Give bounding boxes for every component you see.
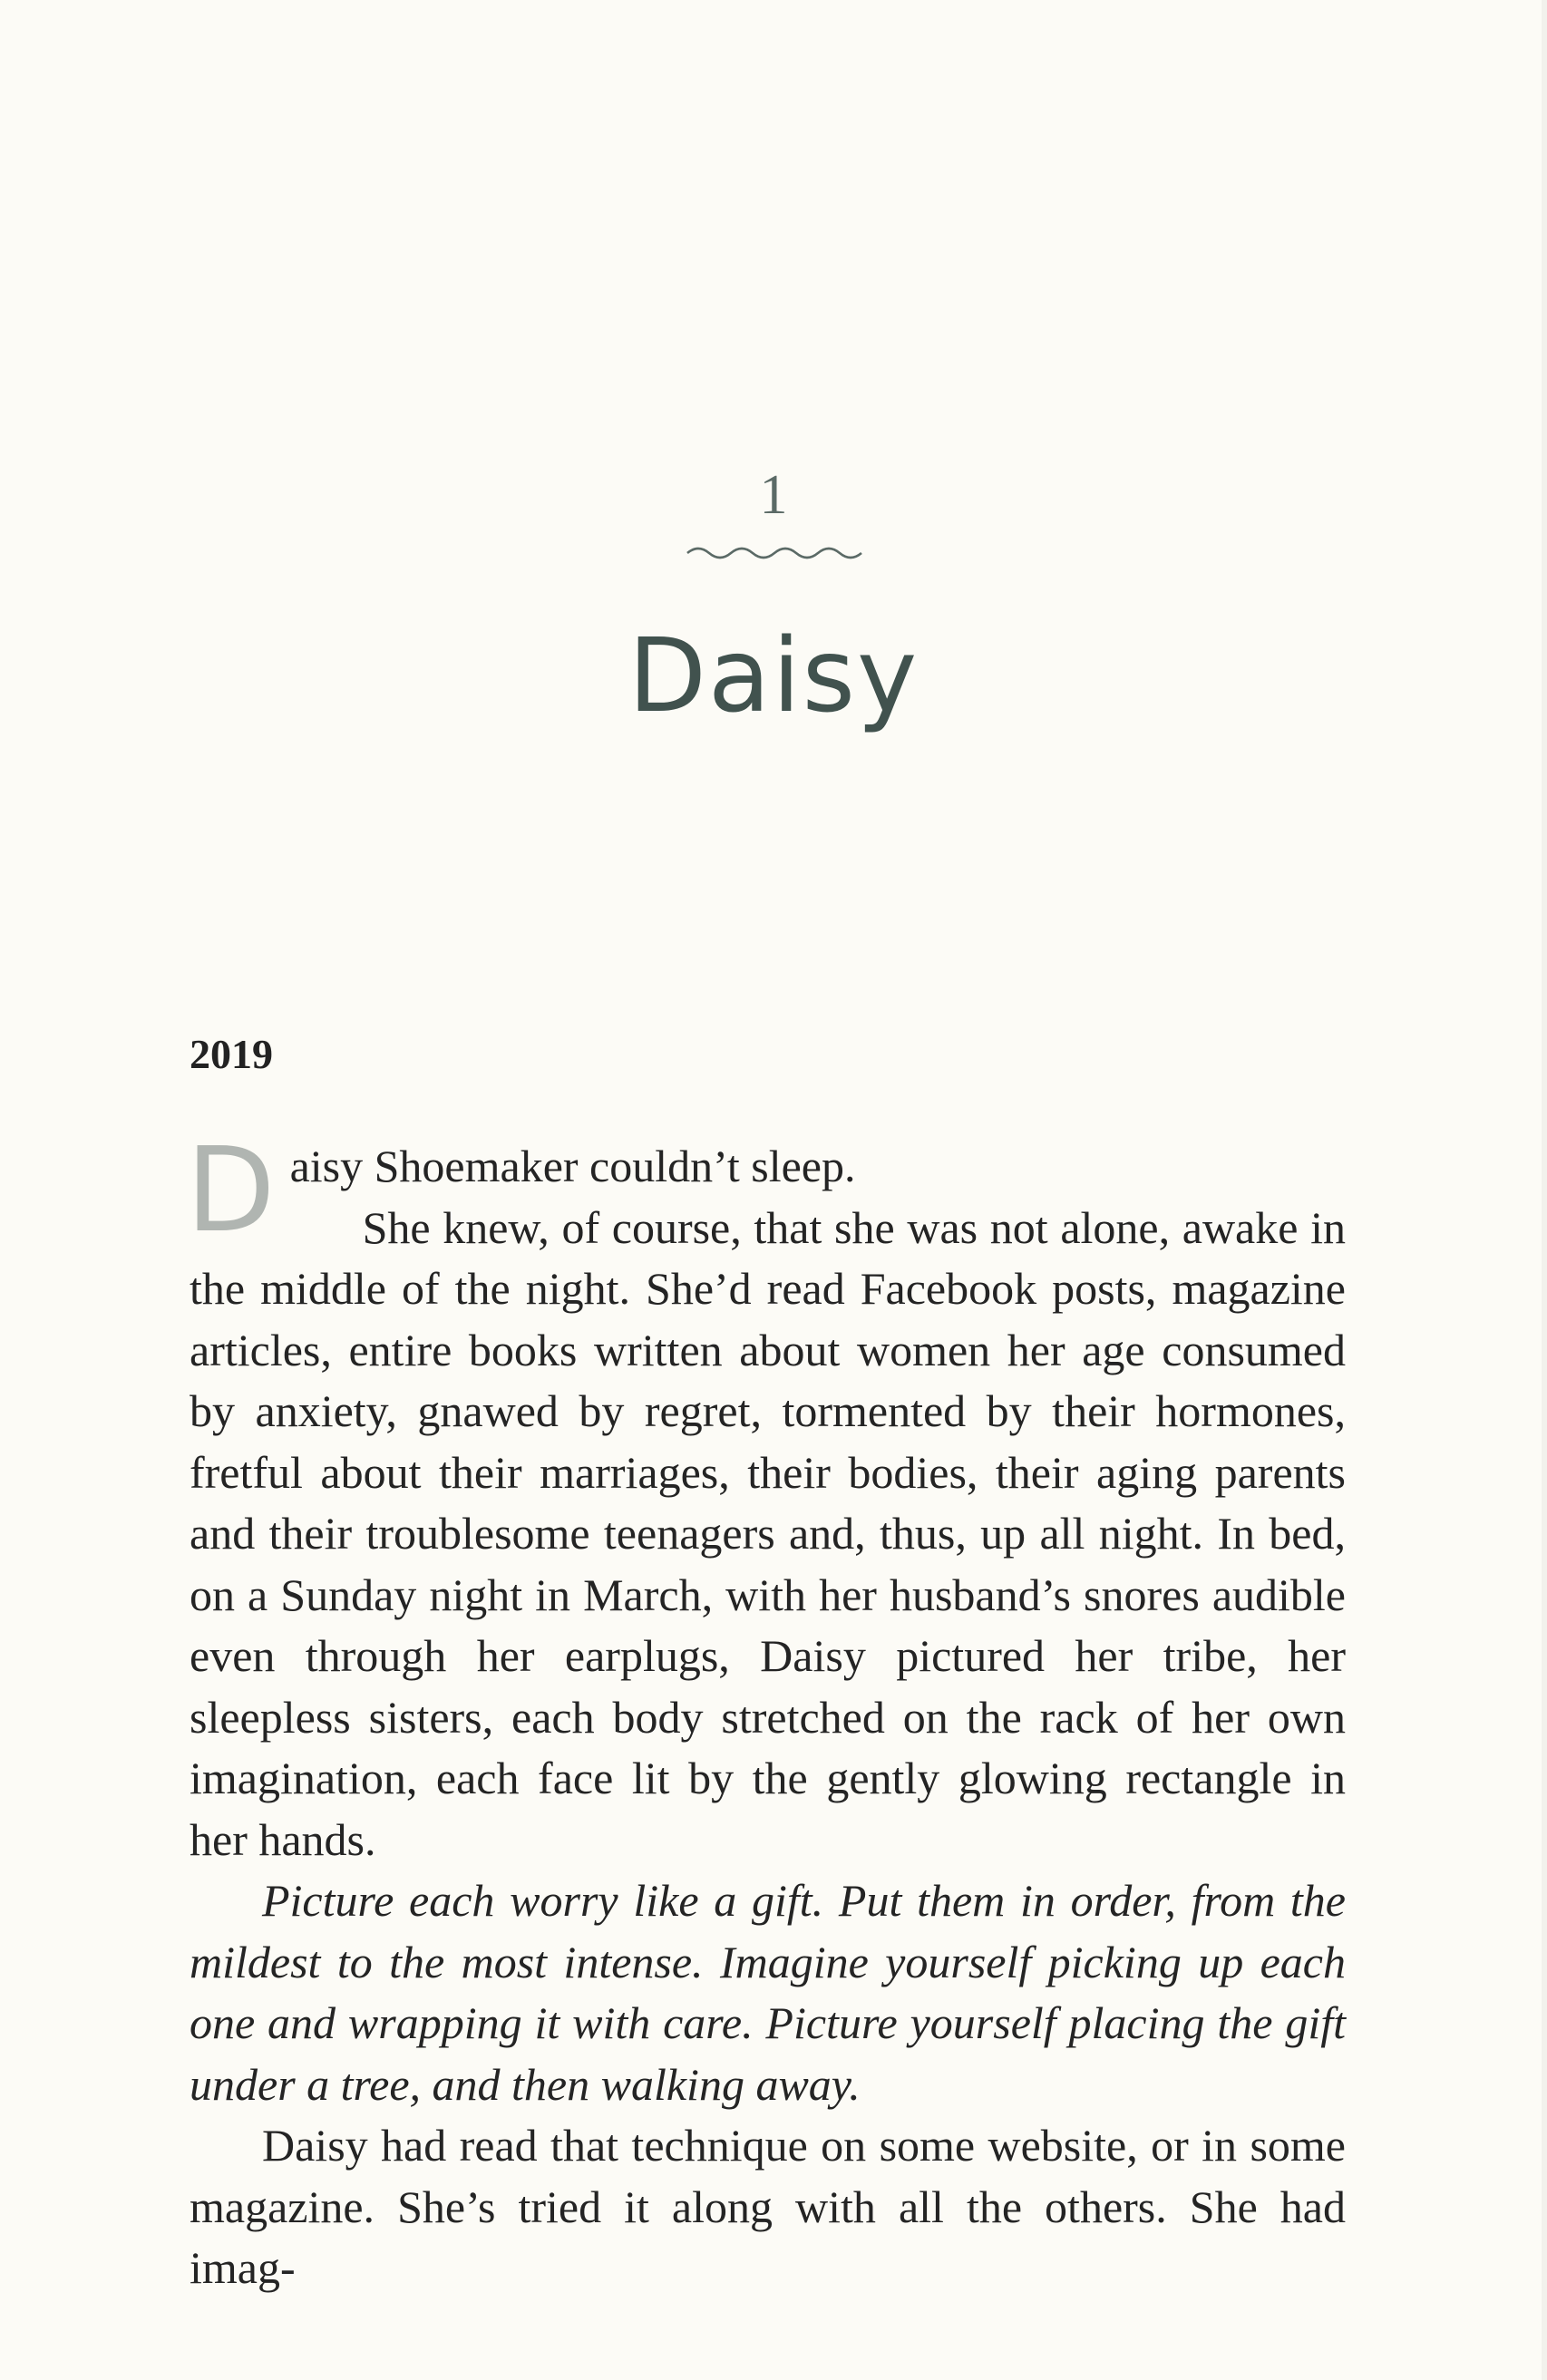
chapter-body <box>186 1123 1346 2299</box>
wavy-line-ornament <box>686 542 863 564</box>
paragraph-3-italic: Picture each worry like a gift. Put them in order, from the mildest to the most intense. Imagine yourself picking up each one and wrapping it with care. Picture yourself placing the gift under a tree, and then walking away. <box>190 1875 1346 2110</box>
section-year: 2019 <box>190 1031 273 1077</box>
chapter-title: Daisy <box>628 617 919 735</box>
paragraph-opening-text: aisy Shoemaker couldn’t sleep. <box>289 1141 856 1191</box>
paragraph-4: Daisy had read that technique on some website, or in some magazine. She’s tried it along with all the others. She had imag- <box>190 2120 1346 2293</box>
drop-cap: D <box>186 1123 276 1258</box>
paragraph-opening <box>186 1123 1346 1258</box>
chapter-number: 1 <box>759 464 788 526</box>
paragraph-2: She knew, of course, that she was not alone, awake in the middle of the night. She’d read Facebook posts, magazine articles, entire books written about women her age consumed by anxiety, gnawed by regret, tormented by their hormones, fretful about their marriages, their bodies, their aging parents and their troublesome teenagers and, thus, up all night. In bed, on a Sunday night in March, with her husband’s snores audible even through her earplugs, Daisy pictured her tribe, her sleepless sisters, each body stretched on the rack of her own imagination, each face lit by the gently glowing rectangle in her hands. <box>190 1201 1346 1865</box>
page-edge <box>1542 0 1547 2380</box>
